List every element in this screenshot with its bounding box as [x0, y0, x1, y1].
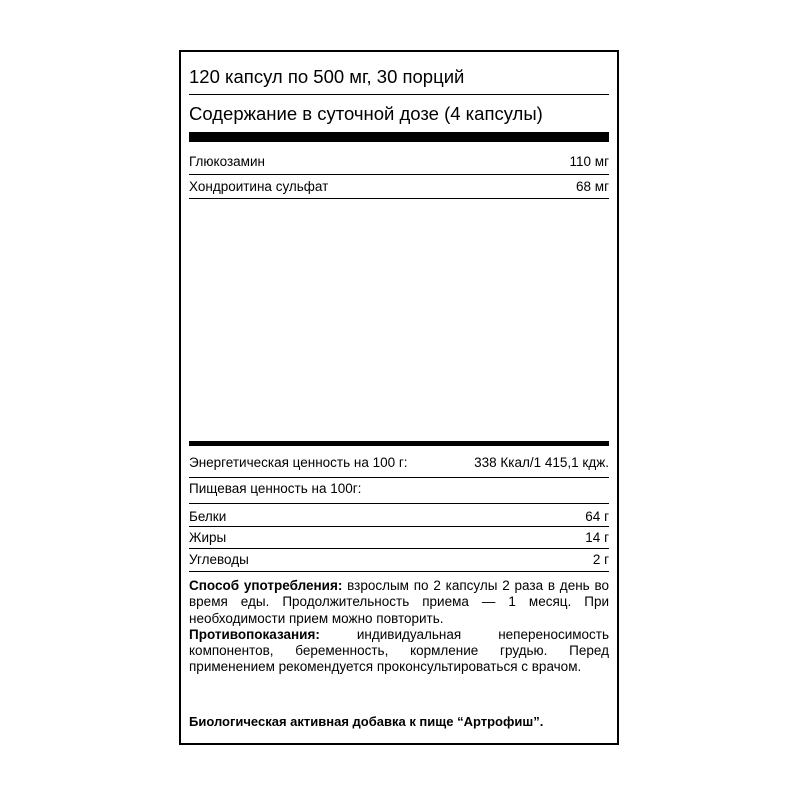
nutrition-row: [189, 529, 609, 547]
daily-dose-title: Содержание в суточной дозе (4 капсулы): [189, 103, 543, 124]
nutrition-row: [189, 508, 609, 526]
divider: [189, 571, 609, 572]
contraindications-label: Противопоказания:: [189, 626, 320, 642]
contraindications-text: индивидуальная непереносимость компонентов, беременность, кормление грудью. Перед применением рекомендуется проконсультироваться с врачом.: [189, 626, 609, 675]
supplement-facts-panel: [179, 50, 619, 745]
divider: [189, 94, 609, 95]
contraindications: [189, 627, 609, 676]
divider: [189, 503, 609, 504]
ingredient-amount: 110 мг: [569, 154, 609, 169]
energy-row: [189, 454, 609, 472]
nutrition-title: Пищевая ценность на 100г:: [189, 481, 362, 496]
nutrition-title-row: [189, 480, 609, 498]
nutrient-name: Жиры: [189, 530, 227, 545]
ingredient-name: Глюкозамин: [189, 154, 265, 169]
usage-instructions: [189, 578, 609, 676]
nutrient-name: Белки: [189, 509, 227, 524]
ingredient-row: [189, 178, 609, 196]
usage-method-label: Способ употребления:: [189, 578, 343, 593]
ingredient-row: [189, 153, 609, 171]
ingredient-amount: 68 мг: [576, 179, 609, 194]
panel-content: [189, 52, 609, 743]
divider: [189, 174, 609, 175]
thick-divider: [189, 441, 609, 446]
product-note: Биологическая активная добавка к пище “Артрофиш”.: [189, 714, 544, 729]
nutrient-amount: 2 г: [592, 552, 609, 567]
divider: [189, 526, 609, 527]
usage-method-text: взрослым по 2 капсулы 2 раза в день во время еды. Продолжительность приема — 1 месяц. При необходимости прием можно повторить.: [189, 578, 609, 626]
divider: [189, 477, 609, 478]
nutrient-amount: 64 г: [585, 509, 609, 524]
energy-label: Энергетическая ценность на 100 г:: [189, 455, 408, 470]
package-info: 120 капсул по 500 мг, 30 порций: [189, 66, 465, 87]
nutrition-row: [189, 551, 609, 569]
energy-value: 338 Ккал/1 415,1 кдж.: [474, 455, 609, 470]
divider: [189, 198, 609, 199]
divider: [189, 548, 609, 549]
thick-divider: [189, 132, 609, 142]
usage-method: [189, 578, 609, 627]
ingredient-name: Хондроитина сульфат: [189, 179, 329, 194]
nutrient-amount: 14 г: [585, 530, 609, 545]
nutrient-name: Углеводы: [189, 552, 249, 567]
